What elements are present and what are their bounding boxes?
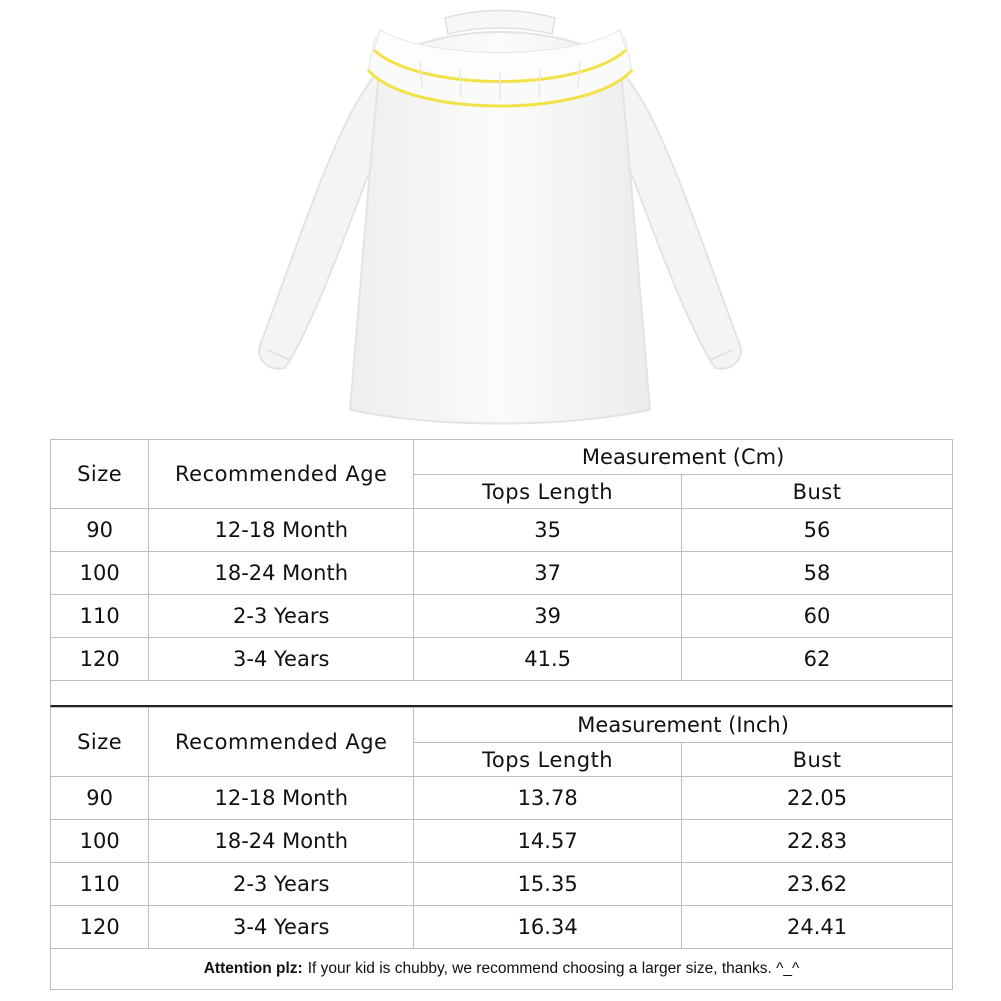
header-tops-length: Tops Length <box>414 475 682 509</box>
table-row <box>51 906 953 949</box>
table-divider <box>50 681 953 707</box>
header-bust: Bust <box>682 475 953 509</box>
cell-bust: 56 <box>682 509 953 552</box>
cell-bust: 22.05 <box>682 777 953 820</box>
header-size: Size <box>51 708 149 777</box>
cell-bust: 22.83 <box>682 820 953 863</box>
cell-bust: 58 <box>682 552 953 595</box>
size-table-cm <box>50 439 953 681</box>
measurement-label: Measurement <box>581 445 727 469</box>
cell-age: 2-3 Years <box>149 863 414 906</box>
note-label: Attention plz: <box>203 960 303 977</box>
shirt-icon <box>230 0 770 432</box>
table-row <box>51 552 953 595</box>
measurement-label: Measurement <box>577 713 722 737</box>
header-tops-length: Tops Length <box>414 743 682 777</box>
cell-size: 110 <box>51 595 149 638</box>
cell-length: 13.78 <box>414 777 682 820</box>
cell-length: 37 <box>414 552 682 595</box>
table-row <box>51 863 953 906</box>
header-bust: Bust <box>682 743 953 777</box>
table-row <box>51 638 953 681</box>
header-measurement-inch <box>414 708 953 743</box>
cell-age: 2-3 Years <box>149 595 414 638</box>
table-row <box>51 509 953 552</box>
cell-length: 41.5 <box>414 638 682 681</box>
cell-size: 90 <box>51 777 149 820</box>
cell-bust: 23.62 <box>682 863 953 906</box>
cell-size: 120 <box>51 638 149 681</box>
cell-bust: 60 <box>682 595 953 638</box>
cell-length: 35 <box>414 509 682 552</box>
cell-bust: 24.41 <box>682 906 953 949</box>
cell-size: 100 <box>51 820 149 863</box>
header-measurement-cm <box>414 440 953 475</box>
cell-age: 3-4 Years <box>149 906 414 949</box>
header-recommended-age: Recommended Age <box>149 440 414 509</box>
header-size: Size <box>51 440 149 509</box>
table-row <box>51 595 953 638</box>
cell-size: 90 <box>51 509 149 552</box>
header-recommended-age: Recommended Age <box>149 708 414 777</box>
cell-length: 16.34 <box>414 906 682 949</box>
attention-note <box>50 949 953 990</box>
cell-length: 14.57 <box>414 820 682 863</box>
cell-size: 100 <box>51 552 149 595</box>
product-image <box>230 0 770 432</box>
measurement-unit: (Inch) <box>728 713 789 737</box>
cell-length: 39 <box>414 595 682 638</box>
cell-age: 3-4 Years <box>149 638 414 681</box>
cell-size: 110 <box>51 863 149 906</box>
cell-age: 12-18 Month <box>149 509 414 552</box>
table-row <box>51 820 953 863</box>
cell-length: 15.35 <box>414 863 682 906</box>
cell-age: 12-18 Month <box>149 777 414 820</box>
cell-age: 18-24 Month <box>149 552 414 595</box>
size-table-inch <box>50 707 953 949</box>
cell-age: 18-24 Month <box>149 820 414 863</box>
table-row <box>51 777 953 820</box>
cell-size: 120 <box>51 906 149 949</box>
measurement-unit: (Cm) <box>732 445 785 469</box>
cell-bust: 62 <box>682 638 953 681</box>
size-chart <box>50 439 953 990</box>
note-text: If your kid is chubby, we recommend choosing a larger size, thanks. ^_^ <box>307 960 800 977</box>
